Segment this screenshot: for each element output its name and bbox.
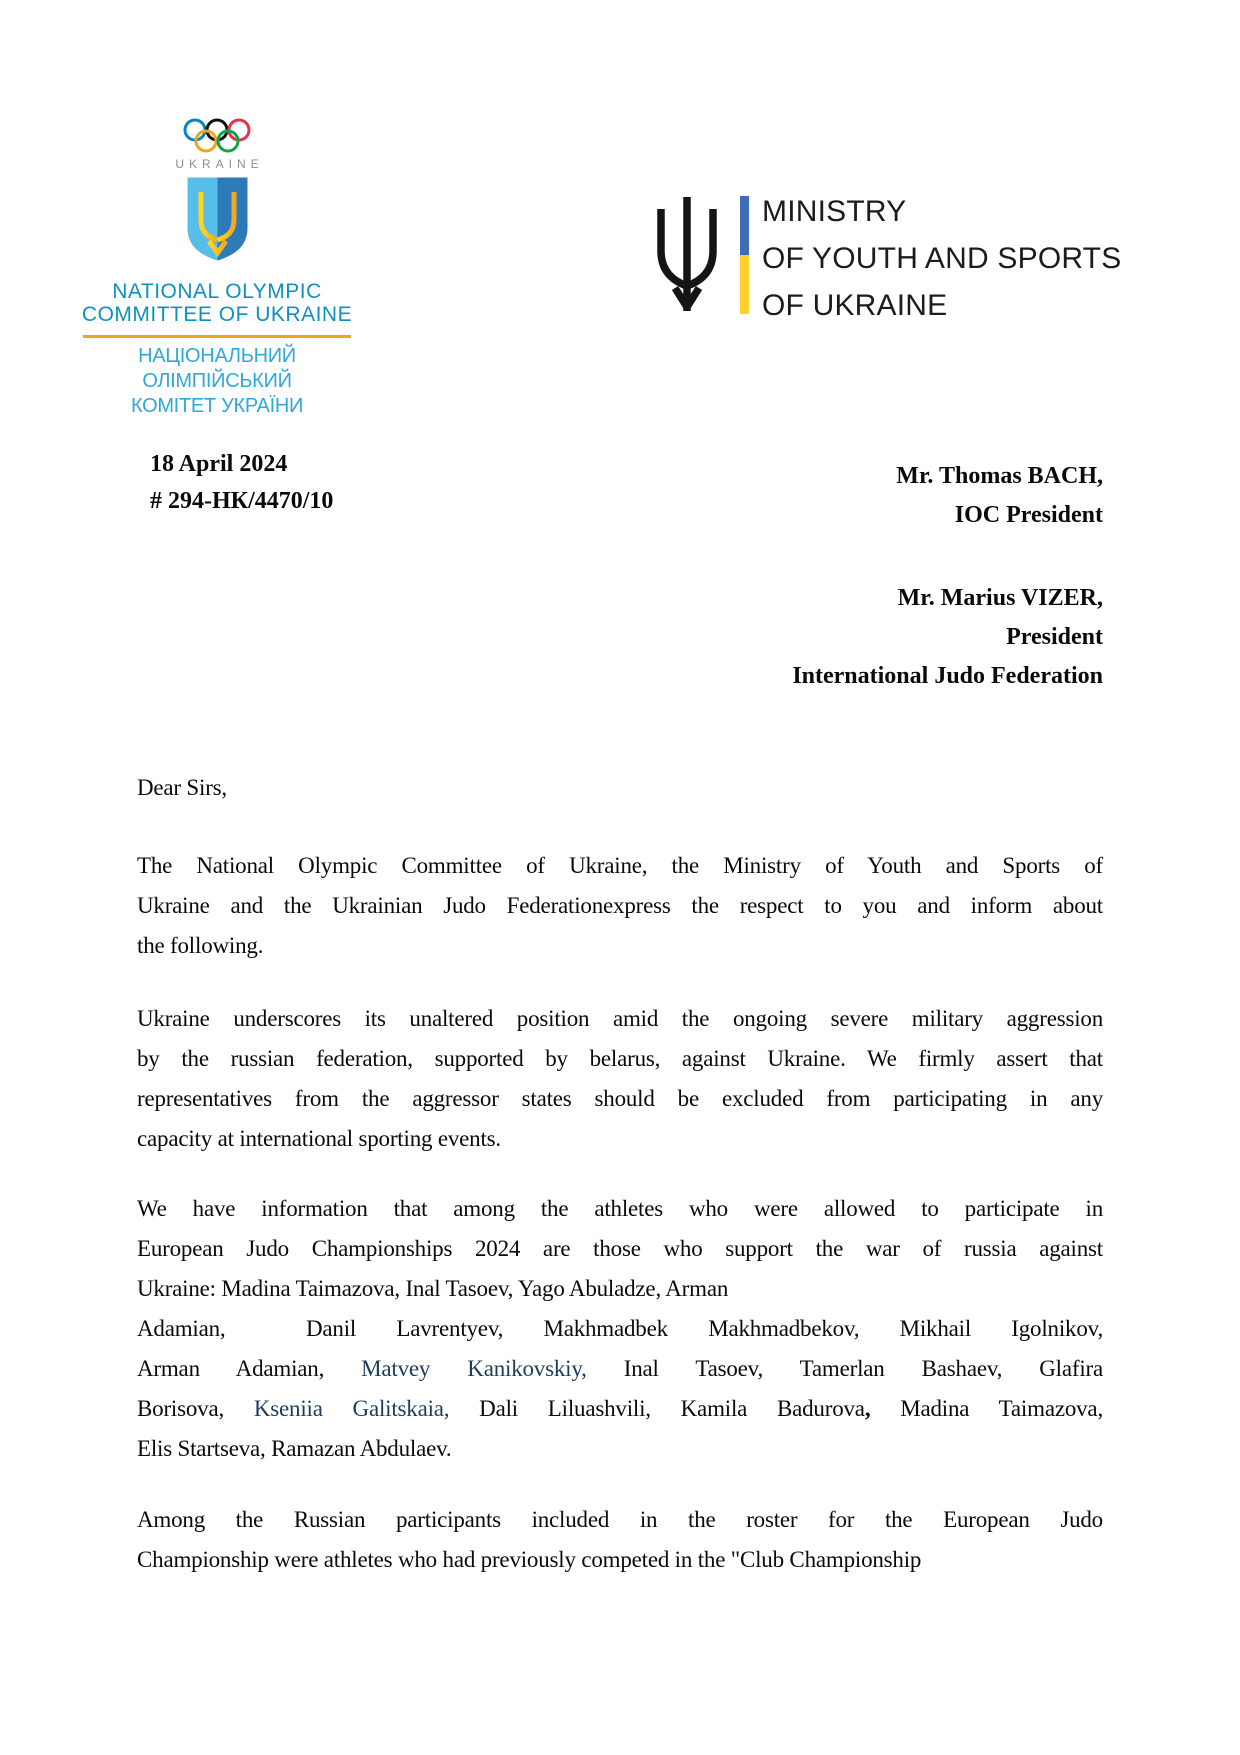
letter-reference-number: # 294-НК/4470/10: [150, 488, 334, 514]
body-line: by the russian federation, supported by belarus, against Ukraine. We firmly assert that: [137, 1046, 1103, 1071]
highlighted-athlete-name: Kseniia Galitskaia,: [253, 1396, 450, 1421]
body-line: European Judo Championships 2024 are those who support the war of russia against: [137, 1236, 1103, 1261]
ministry-flag-bar: [740, 196, 749, 314]
paragraph-athletes-list: [137, 1189, 1103, 1469]
noc-name-en-line2: COMMITTEE OF UKRAINE: [81, 303, 353, 326]
body-line: Adamian, Danil Lavrentyev, Makhmadbek Makhmadbekov, Mikhail Igolnikov,: [137, 1316, 1103, 1341]
text-segment: Inal Tasoev, Tamerlan Bashaev, Glafira: [586, 1356, 1103, 1381]
body-line: capacity at international sporting events.: [137, 1126, 501, 1151]
text-segment: Borisova,: [137, 1396, 254, 1421]
ukraine-shield-icon: [186, 176, 249, 262]
ministry-text-line2: OF YOUTH AND SPORTS: [762, 242, 1122, 275]
body-line: [137, 1389, 1103, 1429]
noc-divider: [83, 335, 351, 338]
paragraph-position: [137, 999, 1103, 1159]
recipient-1-title: IOC President: [954, 502, 1103, 528]
noc-name-ukrainian: [67, 344, 367, 419]
body-line: the following.: [137, 933, 264, 958]
salutation: Dear Sirs,: [137, 775, 227, 800]
recipient-2-organization: International Judo Federation: [792, 663, 1103, 689]
highlighted-athlete-name: Matvey Kanikovskiy,: [361, 1356, 587, 1381]
body-line: We have information that among the athletes who were allowed to participate in: [137, 1196, 1103, 1221]
body-line: Ukraine and the Ukrainian Judo Federationexpress the respect to you and inform about: [137, 893, 1103, 918]
olympic-rings-icon: [183, 118, 251, 154]
body-line: Elis Startseva, Ramazan Abdulaev.: [137, 1436, 452, 1461]
noc-name-english: [82, 280, 352, 326]
body-line: Ukraine underscores its unaltered position amid the ongoing severe military aggression: [137, 1006, 1103, 1031]
recipient-block: [792, 457, 1103, 696]
paragraph-introduction: [137, 846, 1103, 966]
text-segment: Arman Adamian,: [137, 1356, 362, 1381]
recipient-gap: [792, 535, 1103, 579]
bold-comma: ,: [864, 1396, 871, 1421]
flag-blue-segment: [740, 196, 749, 255]
ministry-logo-text: [762, 188, 1121, 329]
text-segment: Madina Taimazova,: [870, 1396, 1103, 1421]
recipient-1-name: Mr. Thomas BACH,: [896, 463, 1103, 489]
body-line: Championship were athletes who had previously competed in the "Club Championship: [137, 1547, 922, 1572]
ministry-trident-icon: [648, 193, 726, 315]
noc-name-uk-line1: НАЦІОНАЛЬНИЙ ОЛІМПІЙСЬКИЙ: [138, 345, 296, 392]
noc-country-label: UKRAINE: [175, 157, 264, 171]
noc-name-uk-line2: КОМІТЕТ УКРАЇНИ: [130, 395, 304, 417]
ministry-text-line3: OF UKRAINE: [762, 289, 948, 322]
body-line: Among the Russian participants included in the roster for the European Judo: [137, 1507, 1103, 1532]
body-line: representatives from the aggressor states should be excluded from participating in any: [137, 1086, 1103, 1111]
date-reference-block: [150, 446, 333, 520]
noc-logo: [67, 118, 367, 419]
letter-date: 18 April 2024: [150, 451, 288, 477]
paragraph-club-championship: [137, 1500, 1103, 1580]
recipient-2-title: President: [1006, 624, 1103, 650]
body-line: Ukraine: Madina Taimazova, Inal Tasoev, Yago Abuladze, Arman: [137, 1276, 729, 1301]
body-line: The National Olympic Committee of Ukraine, the Ministry of Youth and Sports of: [137, 853, 1103, 878]
flag-yellow-segment: [740, 255, 749, 314]
body-line: [137, 1349, 1103, 1389]
noc-name-en-line1: NATIONAL OLYMPIC: [112, 280, 322, 303]
ministry-text-line1: MINISTRY: [762, 195, 907, 228]
text-segment: Dali Liluashvili, Kamila Badurova: [449, 1396, 865, 1421]
recipient-2-name: Mr. Marius VIZER,: [897, 585, 1103, 611]
